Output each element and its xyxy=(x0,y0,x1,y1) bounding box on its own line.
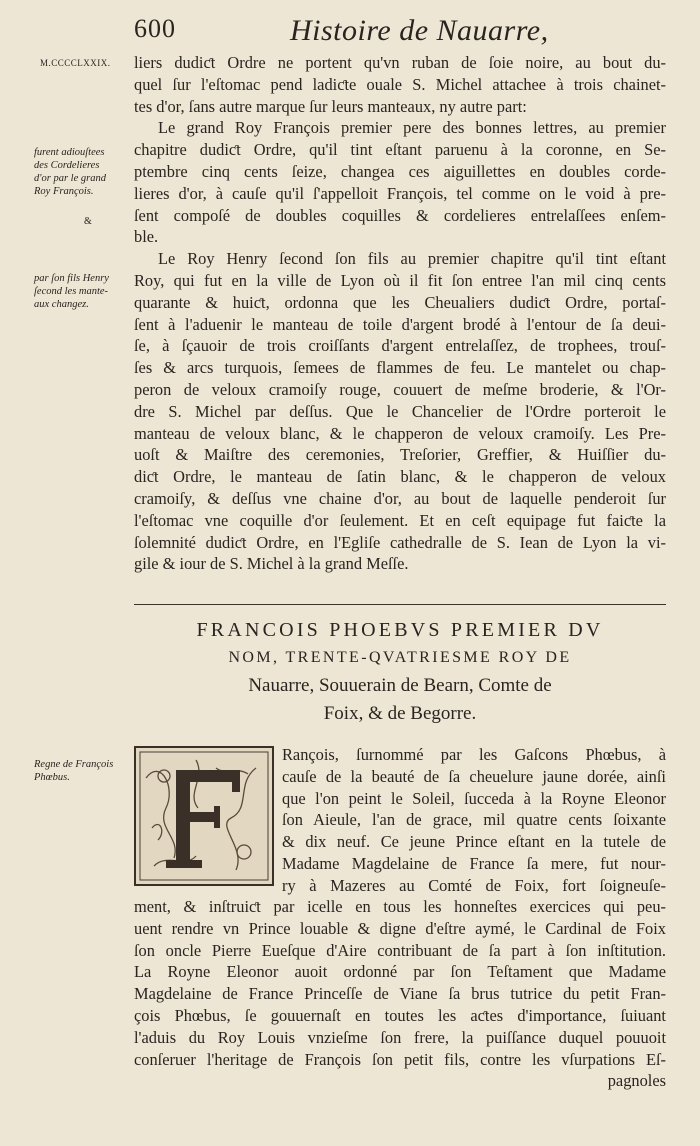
chapter-title xyxy=(134,616,666,728)
margin-year: M.CCCCLXXIX. xyxy=(40,58,111,68)
margin-note-cordelieres xyxy=(34,146,128,198)
text-line: ry à Mazeres au Comté de Foix, fort ſoigneuſe- xyxy=(282,875,666,895)
text-line: l'eſtomac vne coquille d'or ſeulement. Et en ceſt equipage fut faiƈte la xyxy=(134,510,666,530)
text-line: çois Phœbus, ſe gouuernaſt en toutes les aƈtes d'importance, ſuiuant xyxy=(134,1005,666,1025)
margin-note-line: furent adiouſtees xyxy=(34,147,105,158)
catchword: pagnoles xyxy=(607,1071,666,1091)
text-line: peron de veloux cramoiſy rouge, couuert de meſme broderie, & l'Or- xyxy=(134,379,666,399)
text-line: manteau de veloux blanc, & le chapperon de veloux cramoiſy. Les Pre- xyxy=(134,423,666,443)
section-divider xyxy=(134,604,666,605)
body-text-top xyxy=(134,52,666,575)
text-line: ſon oncle Pierre Eueſque d'Aire contribuant de ſa part à ſon inſtitution. xyxy=(134,940,666,960)
margin-note-regne xyxy=(34,758,128,784)
text-line: liers dudiƈt Ordre ne portent qu'vn ruban de ſoie noire, au bout du- xyxy=(134,53,666,72)
text-line: & dix neuf. Ce jeune Prince eſtant en la tutele de xyxy=(282,832,666,852)
margin-note-line: ſecond les mante- xyxy=(34,286,109,297)
text-line: ſent compoſé de doubles coquilles & cordelieres entrelaſſees enſem- xyxy=(134,205,666,225)
margin-note-line: Regne de François xyxy=(34,759,114,770)
text-line: Le Roy Henry ſecond ſon fils au premier chapitre qu'il tint eſtant xyxy=(158,249,666,269)
chapter-title-line: Foix, & de Begorre. xyxy=(323,703,477,724)
text-line: conſeruer l'heritage de François ſon petit fils, contre les vſurpations Eſ- xyxy=(134,1049,666,1069)
text-line: Roy, qui fut en la ville de Lyon où il fit ſon entree l'an mil cinq cents xyxy=(134,270,666,290)
margin-note-line: des Cordelieres xyxy=(34,160,100,171)
text-line: ſent à l'aduenir le manteau de toile d'argent brodé à l'entour de ſa deui- xyxy=(134,314,666,334)
body-text-bottom xyxy=(134,896,666,1092)
text-line: La Royne Eleonor auoit ordonné par ſon Teſtament que Madame xyxy=(134,962,666,982)
margin-note-line: Phœbus. xyxy=(34,772,70,783)
text-line: ſe, à ſçauoir de trois croiſſants d'argent entrelaſſez, de trophees, trouſ- xyxy=(134,336,666,356)
text-line: uoſt & Maiſtre des ceremonies, Treſorier, Greffier, & Huiſſier du- xyxy=(134,445,666,465)
page-header xyxy=(134,12,686,52)
chapter-title-line: FRANCOIS PHOEBVS PREMIER DV xyxy=(196,619,604,641)
body-text-dropcap xyxy=(134,744,666,897)
text-line: ſon Aieule, l'an de grace, mil quatre cents ſoixante xyxy=(282,810,666,830)
page-number: 600 xyxy=(134,14,176,43)
text-line: gile & iour de S. Michel à la grand Meſſe. xyxy=(134,554,409,574)
text-line: l'aduis du Roy Louis vnzieſme ſon frere, la puiſſance duquel pouuoit xyxy=(134,1027,666,1047)
text-line: ſolemnité dudiƈt Ordre, en l'Egliſe cathedralle de S. Iean de Lyon la vi- xyxy=(134,532,666,552)
text-line: Le grand Roy François premier pere des bonnes lettres, au premier xyxy=(158,118,666,138)
text-line: chapitre dudiƈt Ordre, qu'il tint eſtant paruenu à la coronne, en Se- xyxy=(134,140,666,160)
text-line: ſes & arcs turquois, ſemees de flammes de feu. Le mantelet ou chap- xyxy=(134,358,666,378)
chapter-title-line: Nauarre, Souuerain de Bearn, Comte de xyxy=(248,675,552,696)
text-line: Magdelaine de France Princeſſe de Viane ſa brus tutrice du petit Fran- xyxy=(134,984,666,1004)
text-line: ment, & inſtruiƈt par icelle en tous les honneſtes exercices qui peu- xyxy=(134,897,666,916)
text-line: que l'on peint le Soleil, ſucceda à la Royne Eleonor xyxy=(282,788,666,808)
text-line: cauſe de la beauté de ſa cheuelure jaune dorée, ainſi xyxy=(282,766,666,786)
running-title: Histoire de Nauarre, xyxy=(290,14,549,47)
text-line: Rançois, ſurnommé par les Gaſcons Phœbus, à xyxy=(282,745,666,764)
margin-note-line: par ſon fils Henry xyxy=(34,273,109,284)
text-line: uent rendre vn Prince louable & digne d'eſtre aymé, le Cardinal de Foix xyxy=(134,918,666,938)
margin-ampersand: & xyxy=(84,216,92,227)
text-line: quarante & huiƈt, ordonna que les Cheualiers dudiƈt Ordre, portaſ- xyxy=(134,292,666,312)
chapter-title-line: NOM, TRENTE-QVATRIESME ROY DE xyxy=(228,649,572,666)
margin-note-line: Roy François. xyxy=(34,186,94,197)
text-line: cramoiſy, & deſſus vne chaine d'or, au bout de laquelle penderoit ſur xyxy=(134,488,666,508)
text-line: tes d'or, ſans autre marque ſur leurs manteaux, ny autre part: xyxy=(134,96,527,116)
text-line: dre S. Michel par deſſus. Que le Chancelier de l'Ordre porteroit le xyxy=(134,401,666,421)
margin-note-line: aux changez. xyxy=(34,299,89,310)
text-line: diƈt Ordre, le manteau de ſatin blanc, & le chapperon de veloux xyxy=(134,467,666,487)
margin-note-line: d'or par le grand xyxy=(34,173,106,184)
margin-note-henry xyxy=(34,272,128,311)
text-line: ble. xyxy=(134,227,159,247)
text-line: lieres d'or, à cauſe qu'il ſ'appelloit François, tel comme on le void à pre- xyxy=(134,183,666,203)
text-line: Madame Magdelaine de France ſa mere, fut nour- xyxy=(282,853,666,873)
text-line: ptembre cinq cents ſeize, changea ces aiguillettes en doubles corde- xyxy=(134,161,666,181)
text-line: quel ſur l'eſtomac pend ladiƈte ouale S. Michel attachee à trois chainet- xyxy=(134,74,666,94)
